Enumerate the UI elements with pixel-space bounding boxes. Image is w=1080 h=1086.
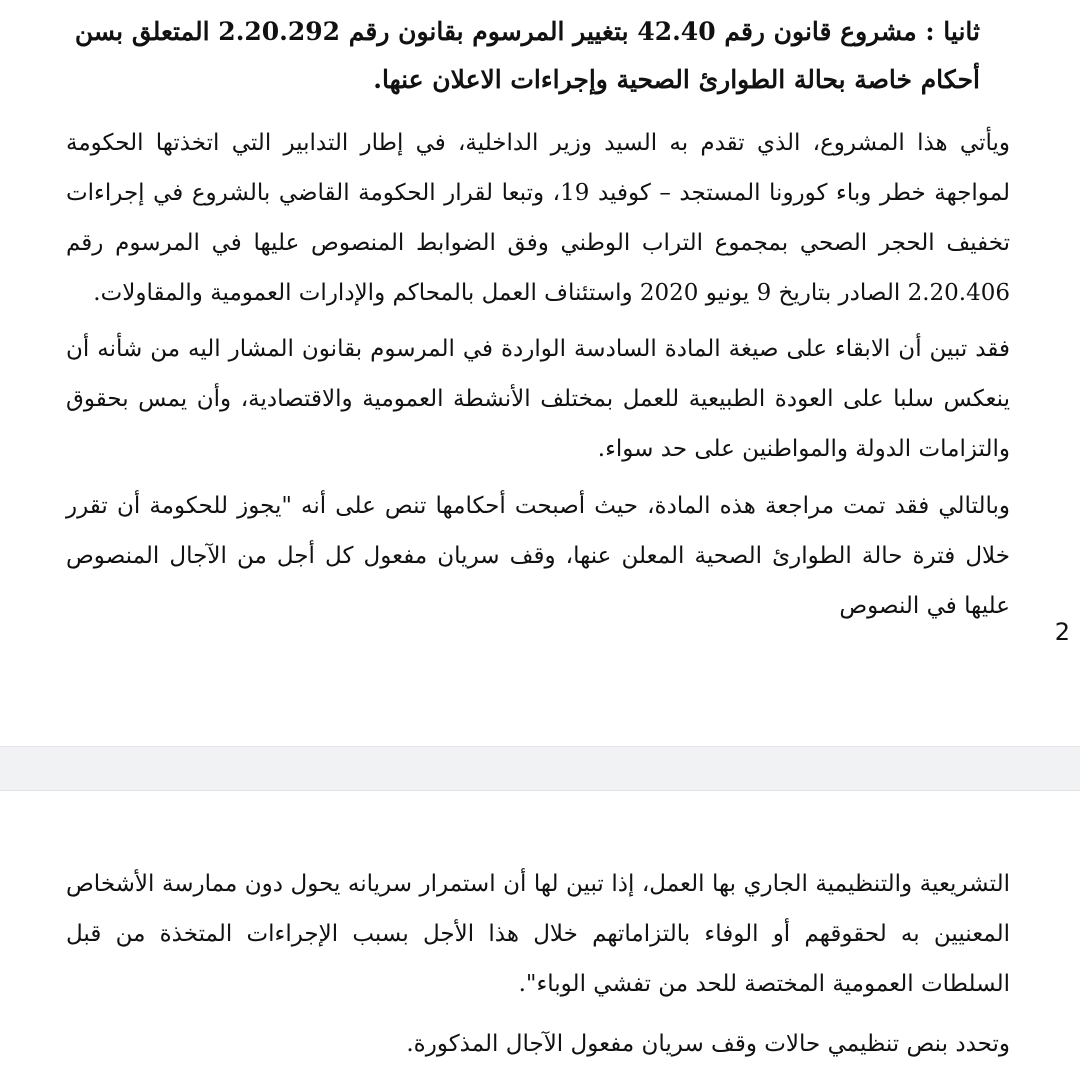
- paragraph-regulatory-text: وتحدد بنص تنظيمي حالات وقف سريان مفعول الآجال المذكورة.: [406, 1031, 1010, 1057]
- paragraph-article-six-impact: فقد تبين أن الابقاء على صيغة المادة السادسة الواردة في المرسوم بقانون المشار اليه من شأنه أن ينعكس سلبا على العودة الطبيعية للعمل بمختلف الأنشطة العمومية والاقتصادية، وأن يمس بحقوق والتزامات الدولة والمواطنين على حد سواء.: [66, 336, 1010, 462]
- page-number: 2: [1054, 618, 1070, 646]
- page-separator: [0, 746, 1080, 791]
- paragraph-article-revision: وبالتالي فقد تمت مراجعة هذه المادة، حيث أصبحت أحكامها تنص على أنه "يجوز للحكومة أن تقرر خلال فترة حالة الطوارئ الصحية المعلن عنها، وقف سريان مفعول كل أجل من الآجال المنصوص عليها في النصوص: [66, 493, 1010, 619]
- paragraph-project-context: ويأتي هذا المشروع، الذي تقدم به السيد وزير الداخلية، في إطار التدابير التي اتخذتها الحكومة لمواجهة خطر وباء كورونا المستجد – كوفيد 19، وتبعا لقرار الحكومة القاضي بالشروع في إجراءات تخفيف الحجر الصحي بمجموع التراب الوطني وفق الضوابط المنصوص عليها في المرسوم رقم 2.20.406 الصادر بتاريخ 9 يونيو 2020 واستئناف العمل بالمحاكم والإدارات العمومية والمقاولات.: [66, 130, 1010, 306]
- document-page-3: [0, 791, 1080, 1086]
- section-heading: ثانيا : مشروع قانون رقم 42.40 بتغيير المرسوم بقانون رقم 2.20.292 المتعلق بسن أحكام خاصة بحالة الطوارئ الصحية وإجراءات الاعلان عنها.: [74, 17, 980, 94]
- paragraph-article-continuation: التشريعية والتنظيمية الجاري بها العمل، إذا تبين لها أن استمرار سريانه يحول دون ممارسة الأشخاص المعنيين به لحقوقهم أو الوفاء بالتزاماتهم خلال هذا الأجل بسبب الإجراءات المتخذة من قبل السلطات العمومية المختصة للحد من تفشي الوباء".: [66, 871, 1010, 997]
